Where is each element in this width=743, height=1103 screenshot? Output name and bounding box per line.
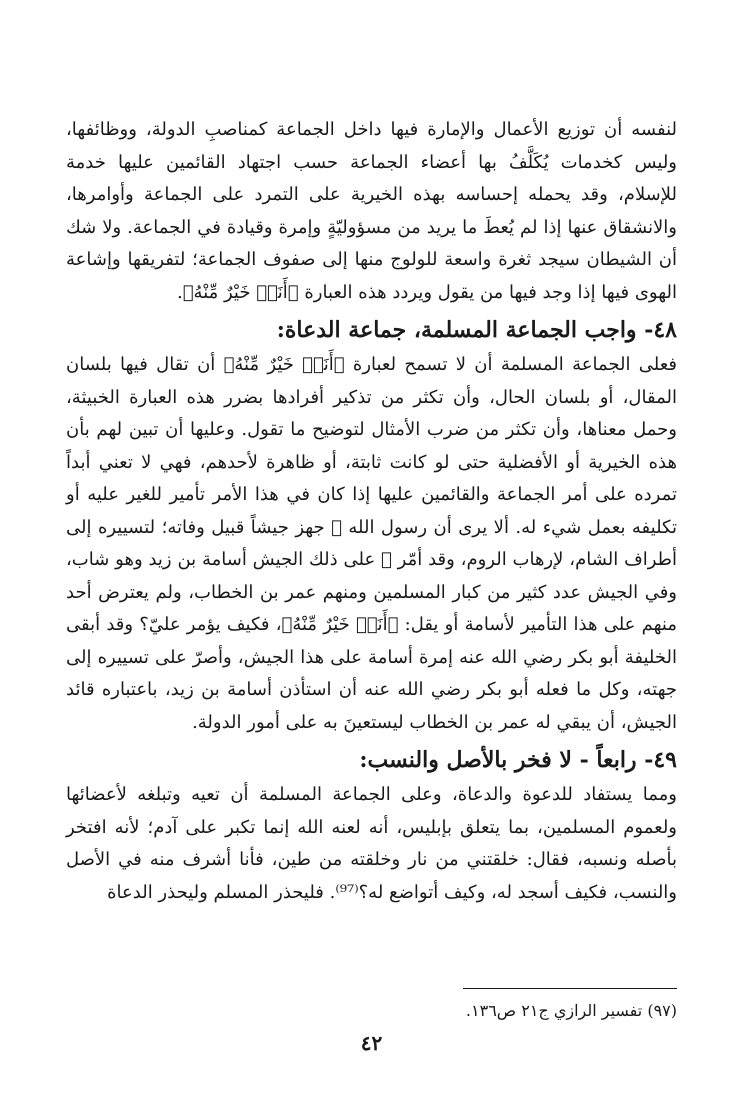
footnote-separator [463, 988, 677, 989]
paragraph-3: ومما يستفاد للدعوة والدعاة، وعلى الجماعة المسلمة أن تعيه وتبلغه لأعضائها ولعموم المسلمين، بما يتعلق بإبليس، أنه لعنه الله إنما تكبر على آدم؛ لأنه افتخر بأصله ونسبه، فقال: خلقتني من نار وخلقته من طين، فأنا أشرف منه في الأصل والنسب، فكيف أسجد له، وكيف أتواضع له؟⁽⁹⁷⁾. فليحذر المسلم وليحذر الدعاة [66, 784, 677, 903]
page-body [66, 114, 677, 909]
section-heading-48: ٤٨- واجب الجماعة المسلمة، جماعة الدعاة: [276, 317, 677, 343]
paragraph-2: فعلى الجماعة المسلمة أن لا تسمح لعبارة ﴿أَنَا۠ خَيْرٌ مِّنْهُ﴾ أن تقال فيها بلسان المقال، أو بلسان الحال، وأن تكثر من تذكير أفرادها بضرر هذه العبارة الخبيثة، وحمل معناها، وأن تكثر من ضرب الأمثال لتوضيح ما تقول. وعليها أن تبين لهم بأن هذه الخيرية أو الأفضلية حتى لو كانت ثابتة، أو ظاهرة لأحدهم، فهي لا تعني أبداً تمرده على أمر الجماعة والقائمين عليها إذا كان في هذا الأمر تأمير للغير عليه أو تكليفه بعمل شيء له. ألا يرى أن رسول الله ﷺ جهز جيشاً قبيل وفاته؛ لتسييره إلى أطراف الشام، لإرهاب الروم، وقد أمّر ﷺ على ذلك الجيش أسامة بن زيد وهو شاب، وفي الجيش عدد كثير من كبار المسلمين ومنهم عمر بن الخطاب، ولم يعترض أحد منهم على هذا التأمير لأسامة أو يقل: ﴿أَنَا۠ خَيْرٌ مِّنْهُ﴾، فكيف يؤمر عليّ؟ وقد أبقى الخليفة أبو بكر رضي الله عنه إمرة أسامة على هذا الجيش، وأصرّ على تسييره إلى جهته، وكل ما فعله أبو بكر رضي الله عنه أن استأذن أسامة بن زيد، باعتباره قائد الجيش، أن يبقي له عمر بن الخطاب ليستعينَ به على أمور الدولة. [66, 354, 677, 733]
footnote: (٩٧) تفسير الرازي ج٢١ ص١٣٦. [465, 1001, 677, 1020]
page-number: ٤٢ [360, 1031, 383, 1055]
section-heading-49: ٤٩- رابعاً - لا فخر بالأصل والنسب: [359, 747, 677, 773]
paragraph-1: لنفسه أن توزيع الأعمال والإمارة فيها داخل الجماعة كمناصبِ الدولة، ووظائفها، وليس كخدمات يُكَلَّفُ بها أعضاء الجماعة حسب اجتهاد القائمين عليها خدمة للإسلام، وقد يحمله إحساسه بهذه الخيرية على التمرد على الجماعة وأوامرها، والانشقاق عنها إذا لم يُعطَ ما يريد من مسؤوليّةٍ وإمرة وقيادة في الجماعة. ولا شك أن الشيطان سيجد ثغرة واسعة للولوج منها إلى صفوف الجماعة؛ لتفريقها وإشاعة الهوى فيها إذا وجد فيها من يقول ويردد هذه العبارة ﴿أَنَا۠ خَيْرٌ مِّنْهُ﴾. [66, 119, 677, 303]
